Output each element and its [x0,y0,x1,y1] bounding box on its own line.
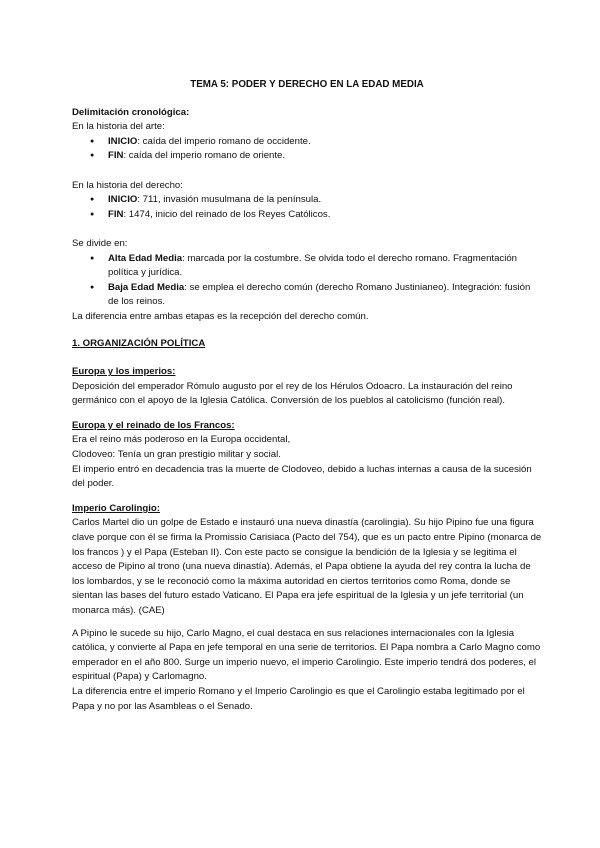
list-item-term: Baja Edad Media [108,281,185,293]
list-item-text: : se emplea el derecho común (derecho Romano Justinianeo). Integración: fusión de los reinos. [108,281,531,308]
list-item [72,149,542,164]
page-title: TEMA 5: PODER Y DERECHO EN LA EDAD MEDIA [190,79,424,90]
paragraph: Clodoveo: Tenía un gran prestigio militar y social. [72,449,281,461]
list-item-text: : marcada por la costumbre. Se olvida todo el derecho romano. Fragmentación política y jurídica. [108,252,518,279]
arte-list [72,135,542,164]
paragraph: Carlos Martel dio un golpe de Estado e instauró una nueva dinastía (carolingia). Su hijo Pipino fue una figura clave porque con él se firma la Promissio Carisiaca (Pacto del 754), que es un pacto entre Pipino (monarca de los francos ) y el Papa (Esteban II). Con este pacto se consigue la bendición de la Iglesia y se legitima el acceso de Pipino al trono (una nueva dinastía). Además, el Papa obtiene la ayuda del rey contra la lucha de los lombardos, y se le reconoció como la máxima autoridad en ciertos territorios como Roma, donde se sientan las bases del futuro estado Vaticano. El Papa era jefe espiritual de la Iglesia y un jefe territorial (un monarca más). (CAE) [72,517,542,616]
list-item-term: Alta Edad Media [108,252,183,264]
paragraph: La diferencia entre el imperio Romano y el Imperio Carolingio es que el Carolingio estaba legitimado por el Papa y no por las Asambleas o el Senado. [72,685,525,712]
list-item [72,135,542,150]
delimitacion-heading: Delimitación cronológica: [72,106,190,118]
section-heading: 1. ORGANIZACIÓN POLÍTICA [72,337,206,349]
diferencia-text: La diferencia entre ambas etapas es la recepción del derecho común. [72,310,369,322]
derecho-intro: En la historia del derecho: [72,179,183,191]
derecho-list [72,193,542,222]
list-item [72,193,542,208]
list-item-text: : 1474, inicio del reinado de los Reyes Católicos. [123,208,331,220]
list-item-term: FIN [108,150,124,162]
arte-intro: En la historia del arte: [72,121,165,133]
list-item-text: : 711, invasión musulmana de la península. [137,194,322,206]
paragraph: Deposición del emperador Rómulo augusto por el rey de los Hérulos Odoacro. La instauración del reino germánico con el apoyo de la Iglesia Católica. Conversión de los pueblos al catolicismo (función real). [72,380,513,407]
paragraph: Era el reino más poderoso en la Europa occidental, [72,434,291,446]
divide-list [72,252,542,310]
subsection-heading: Europa y el reinado de los Francos: [72,419,235,431]
subsection-heading: Europa y los imperios: [72,366,176,378]
subsection-heading: Imperio Carolingio: [72,502,160,514]
divide-intro: Se divide en: [72,237,128,249]
list-item [72,208,542,223]
list-item-term: INICIO [108,135,138,147]
list-item-text: : caída del imperio romano de occidente. [137,135,311,147]
list-item [72,252,542,281]
paragraph: El imperio entró en decadencia tras la muerte de Clodoveo, debido a luchas internas a causa de la sucesión del poder. [72,463,532,490]
document-page [72,78,542,714]
list-item-term: FIN [108,208,124,220]
paragraph: A Pipino le sucede su hijo, Carlo Magno, el cual destaca en sus relaciones internacionales con la Iglesia católica, y convierte al Papa en jefe temporal en una serie de territorios. El Papa nombra a Carlo Magno como emperador en el año 800. Surge un imperio nuevo, el imperio Carolingio. Este imperio tendrá dos poderes, el espiritual (Papa) y Carlomagno. [72,627,541,683]
list-item [72,281,542,310]
list-item-term: INICIO [108,194,138,206]
list-item-text: : caída del imperio romano de oriente. [123,150,286,162]
